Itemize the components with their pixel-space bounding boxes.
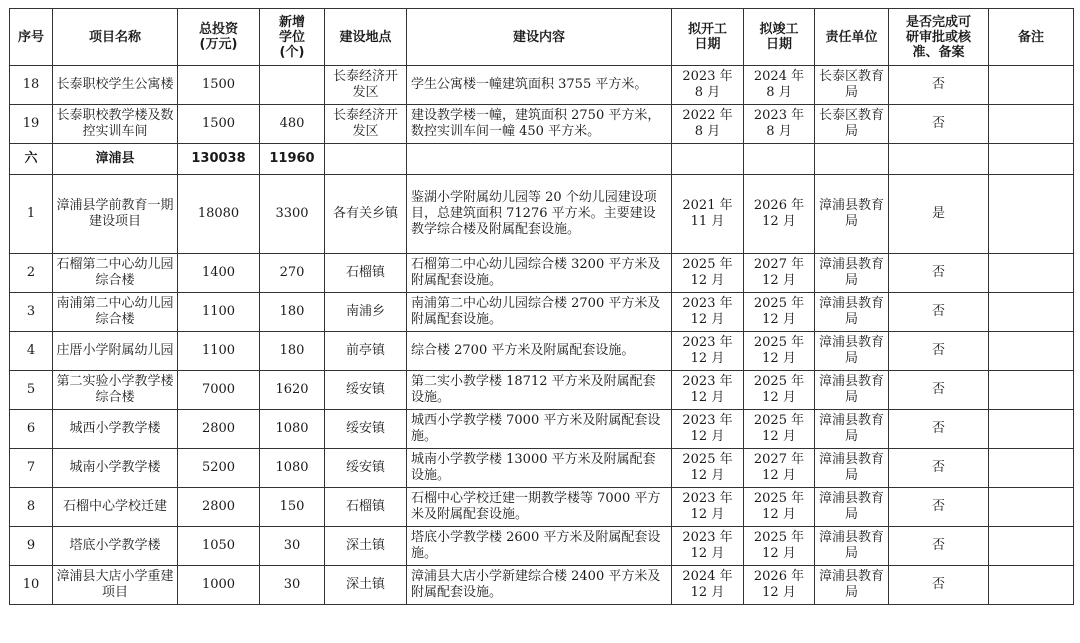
responsible-unit-cell: 漳浦县教育局 [815,254,889,293]
approval-status-cell: 否 [889,527,989,566]
table-row [10,105,1074,144]
header-cell: 拟开工 日期 [672,9,744,66]
new-seats-cell: 11960 [260,144,325,175]
investment-cell: 1400 [178,254,260,293]
table-row [10,254,1074,293]
location-cell: 绥安镇 [325,410,407,449]
table-row [10,488,1074,527]
responsible-unit-cell: 漳浦县教育局 [815,175,889,254]
investment-cell: 1050 [178,527,260,566]
table-row [10,527,1074,566]
approval-status-cell: 否 [889,66,989,105]
approval-status-cell [889,144,989,175]
remarks-cell [989,449,1074,488]
remarks-cell [989,566,1074,605]
header-cell: 序号 [10,9,53,66]
start-date-cell: 2021 年 11 月 [672,175,744,254]
table-row [10,371,1074,410]
remarks-cell [989,488,1074,527]
header-cell: 建设地点 [325,9,407,66]
end-date-cell: 2026 年 12 月 [744,175,815,254]
start-date-cell: 2022 年 8 月 [672,105,744,144]
location-cell: 深土镇 [325,566,407,605]
approval-status-cell: 否 [889,410,989,449]
end-date-cell: 2025 年 12 月 [744,293,815,332]
start-date-cell: 2023 年 12 月 [672,293,744,332]
location-cell: 深土镇 [325,527,407,566]
location-cell: 南浦乡 [325,293,407,332]
approval-status-cell: 否 [889,566,989,605]
end-date-cell: 2027 年 12 月 [744,254,815,293]
investment-cell: 1500 [178,66,260,105]
location-cell: 绥安镇 [325,371,407,410]
index-cell: 9 [10,527,53,566]
project-name-cell: 塔底小学教学楼 [53,527,178,566]
approval-status-cell: 否 [889,105,989,144]
project-name-cell: 城南小学教学楼 [53,449,178,488]
end-date-cell: 2027 年 12 月 [744,449,815,488]
end-date-cell: 2025 年 12 月 [744,332,815,371]
responsible-unit-cell: 漳浦县教育局 [815,527,889,566]
location-cell: 前亭镇 [325,332,407,371]
location-cell: 石榴镇 [325,488,407,527]
new-seats-cell: 150 [260,488,325,527]
project-name-cell: 南浦第二中心幼儿园综合楼 [53,293,178,332]
construction-content-cell: 漳浦县大店小学新建综合楼 2400 平方米及附属配套设施。 [407,566,672,605]
investment-cell: 2800 [178,410,260,449]
responsible-unit-cell: 漳浦县教育局 [815,410,889,449]
header-cell: 新增 学位 (个) [260,9,325,66]
index-cell: 1 [10,175,53,254]
start-date-cell: 2023 年 12 月 [672,410,744,449]
investment-cell: 18080 [178,175,260,254]
table-row [10,175,1074,254]
project-name-cell: 漳浦县学前教育一期建设项目 [53,175,178,254]
project-table-container [9,8,1074,605]
location-cell: 绥安镇 [325,449,407,488]
end-date-cell: 2025 年 12 月 [744,527,815,566]
remarks-cell [989,66,1074,105]
location-cell: 各有关乡镇 [325,175,407,254]
end-date-cell: 2025 年 12 月 [744,371,815,410]
construction-content-cell: 石榴中心学校迁建一期教学楼等 7000 平方米及附属配套设施。 [407,488,672,527]
new-seats-cell [260,66,325,105]
remarks-cell [989,105,1074,144]
construction-content-cell: 综合楼 2700 平方米及附属配套设施。 [407,332,672,371]
approval-status-cell: 否 [889,332,989,371]
project-name-cell: 石榴中心学校迁建 [53,488,178,527]
investment-cell: 7000 [178,371,260,410]
investment-cell: 2800 [178,488,260,527]
responsible-unit-cell: 漳浦县教育局 [815,449,889,488]
start-date-cell: 2025 年 12 月 [672,254,744,293]
project-table [9,8,1074,605]
header-cell: 总投资 (万元) [178,9,260,66]
location-cell: 长泰经济开发区 [325,66,407,105]
new-seats-cell: 480 [260,105,325,144]
section-row [10,144,1074,175]
header-cell: 责任单位 [815,9,889,66]
construction-content-cell: 城南小学教学楼 13000 平方米及附属配套设施。 [407,449,672,488]
location-cell: 长泰经济开发区 [325,105,407,144]
responsible-unit-cell: 漳浦县教育局 [815,566,889,605]
index-cell: 6 [10,410,53,449]
construction-content-cell: 第二实小教学楼 18712 平方米及附属配套设施。 [407,371,672,410]
header-row [10,9,1074,66]
construction-content-cell: 建设教学楼一幢，建筑面积 2750 平方米，数控实训车间一幢 450 平方米。 [407,105,672,144]
index-cell: 2 [10,254,53,293]
index-cell: 18 [10,66,53,105]
approval-status-cell: 是 [889,175,989,254]
investment-cell: 5200 [178,449,260,488]
table-row [10,332,1074,371]
index-cell: 3 [10,293,53,332]
remarks-cell [989,293,1074,332]
project-name-cell: 长泰职校教学楼及数控实训车间 [53,105,178,144]
new-seats-cell: 1080 [260,449,325,488]
remarks-cell [989,175,1074,254]
end-date-cell [744,144,815,175]
remarks-cell [989,527,1074,566]
responsible-unit-cell: 长泰区教育局 [815,105,889,144]
start-date-cell [672,144,744,175]
remarks-cell [989,144,1074,175]
responsible-unit-cell: 漳浦县教育局 [815,332,889,371]
index-cell: 7 [10,449,53,488]
approval-status-cell: 否 [889,488,989,527]
end-date-cell: 2026 年 12 月 [744,566,815,605]
index-cell: 19 [10,105,53,144]
construction-content-cell: 南浦第二中心幼儿园综合楼 2700 平方米及附属配套设施。 [407,293,672,332]
new-seats-cell: 180 [260,293,325,332]
new-seats-cell: 30 [260,566,325,605]
construction-content-cell: 石榴第二中心幼儿园综合楼 3200 平方米及附属配套设施。 [407,254,672,293]
remarks-cell [989,371,1074,410]
investment-cell: 1500 [178,105,260,144]
project-name-cell: 石榴第二中心幼儿园综合楼 [53,254,178,293]
project-name-cell: 长泰职校学生公寓楼 [53,66,178,105]
end-date-cell: 2025 年 12 月 [744,488,815,527]
start-date-cell: 2023 年 12 月 [672,488,744,527]
start-date-cell: 2023 年 12 月 [672,332,744,371]
end-date-cell: 2024 年 8 月 [744,66,815,105]
investment-cell: 1100 [178,332,260,371]
new-seats-cell: 3300 [260,175,325,254]
start-date-cell: 2025 年 12 月 [672,449,744,488]
remarks-cell [989,254,1074,293]
approval-status-cell: 否 [889,254,989,293]
investment-cell: 130038 [178,144,260,175]
responsible-unit-cell [815,144,889,175]
header-cell: 建设内容 [407,9,672,66]
approval-status-cell: 否 [889,293,989,332]
table-row [10,66,1074,105]
remarks-cell [989,332,1074,371]
table-row [10,293,1074,332]
investment-cell: 1100 [178,293,260,332]
start-date-cell: 2023 年 8 月 [672,66,744,105]
responsible-unit-cell: 长泰区教育局 [815,66,889,105]
header-cell: 备注 [989,9,1074,66]
construction-content-cell: 鉴湖小学附属幼儿园等 20 个幼儿园建设项目，总建筑面积 71276 平方米。主要建设教学综合楼及附属配套设施。 [407,175,672,254]
header-cell: 是否完成可 研审批或核 准、备案 [889,9,989,66]
table-row [10,449,1074,488]
responsible-unit-cell: 漳浦县教育局 [815,293,889,332]
construction-content-cell: 城西小学教学楼 7000 平方米及附属配套设施。 [407,410,672,449]
index-cell: 六 [10,144,53,175]
remarks-cell [989,410,1074,449]
start-date-cell: 2023 年 12 月 [672,527,744,566]
responsible-unit-cell: 漳浦县教育局 [815,371,889,410]
project-name-cell: 庄厝小学附属幼儿园 [53,332,178,371]
construction-content-cell: 学生公寓楼一幢建筑面积 3755 平方米。 [407,66,672,105]
table-row [10,566,1074,605]
project-name-cell: 第二实验小学教学楼 综合楼 [53,371,178,410]
responsible-unit-cell: 漳浦县教育局 [815,488,889,527]
index-cell: 5 [10,371,53,410]
construction-content-cell [407,144,672,175]
start-date-cell: 2024 年 12 月 [672,566,744,605]
investment-cell: 1000 [178,566,260,605]
index-cell: 10 [10,566,53,605]
table-row [10,410,1074,449]
new-seats-cell: 270 [260,254,325,293]
header-cell: 拟竣工 日期 [744,9,815,66]
new-seats-cell: 1620 [260,371,325,410]
end-date-cell: 2025 年 12 月 [744,410,815,449]
project-name-cell: 城西小学教学楼 [53,410,178,449]
construction-content-cell: 塔底小学教学楼 2600 平方米及附属配套设施。 [407,527,672,566]
header-cell: 项目名称 [53,9,178,66]
start-date-cell: 2023 年 12 月 [672,371,744,410]
index-cell: 4 [10,332,53,371]
new-seats-cell: 180 [260,332,325,371]
location-cell: 石榴镇 [325,254,407,293]
location-cell [325,144,407,175]
approval-status-cell: 否 [889,371,989,410]
project-name-cell: 漳浦县 [53,144,178,175]
end-date-cell: 2023 年 8 月 [744,105,815,144]
index-cell: 8 [10,488,53,527]
new-seats-cell: 30 [260,527,325,566]
table-body [10,66,1074,605]
new-seats-cell: 1080 [260,410,325,449]
approval-status-cell: 否 [889,449,989,488]
project-name-cell: 漳浦县大店小学重建项目 [53,566,178,605]
